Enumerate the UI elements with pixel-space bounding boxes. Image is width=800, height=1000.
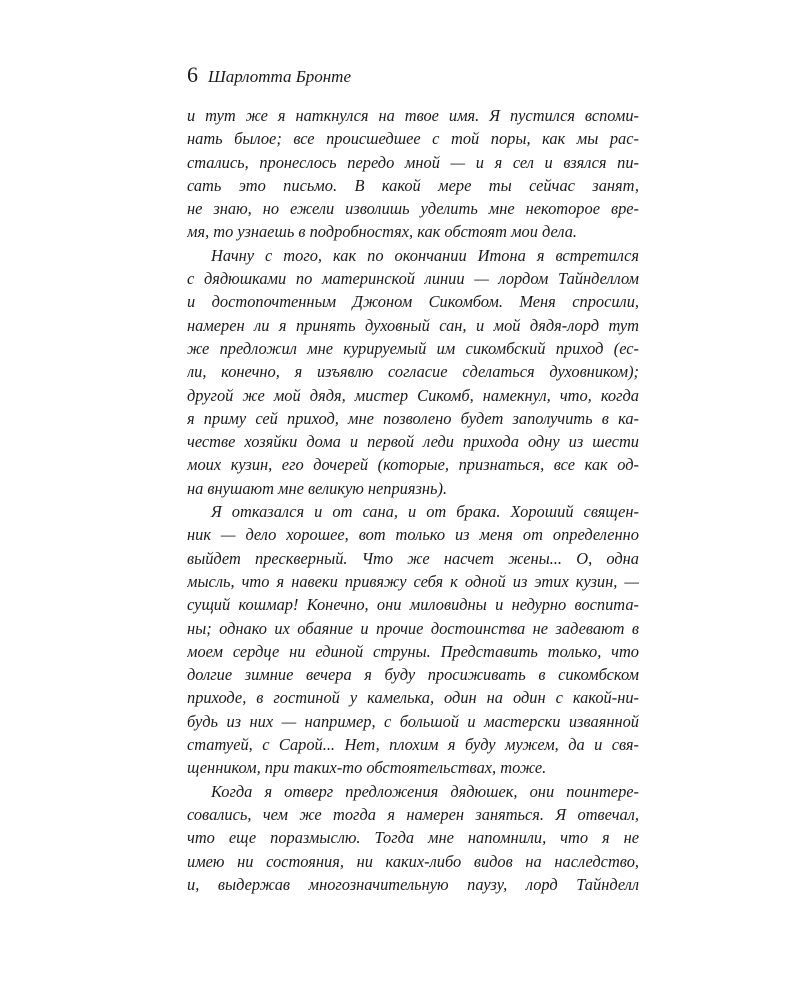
text-line: сать это письмо. В какой мере ты сейчас занят, bbox=[187, 175, 639, 195]
text-line: статуей, с Сарой... Нет, плохим я буду мужем, да и свя- bbox=[187, 735, 639, 755]
text-line: же предложил мне курируемый им сикомбский приход (ес- bbox=[187, 338, 639, 358]
text-line: ник — дело хорошее, вот только из меня от определенно bbox=[187, 525, 639, 545]
text-line: щенником, при таких-то обстоятельствах, тоже. bbox=[187, 758, 547, 778]
text-line: Я отказался и от сана, и от брака. Хороший священ- bbox=[211, 502, 639, 522]
text-line: и, выдержав многозначительную паузу, лорд Тайнделл bbox=[187, 874, 639, 894]
text-line: и достопочтенным Джоном Сикомбом. Меня спросили, bbox=[187, 292, 639, 312]
text-line: выйдет прескверный. Что же насчет жены... О, одна bbox=[187, 548, 639, 568]
text-line: сущий кошмар! Конечно, они миловидны и недурно воспита- bbox=[187, 595, 639, 615]
text-line: не знаю, но ежели изволишь уделить мне некоторое вре- bbox=[187, 199, 639, 219]
text-line: будь из них — например, с большой и мастерски изваянной bbox=[187, 711, 639, 731]
text-line: Когда я отверг предложения дядюшек, они поинтере- bbox=[211, 781, 639, 801]
text-line: на внушают мне великую неприязнь). bbox=[187, 478, 448, 498]
text-line: стались, пронеслось передо мной — и я сел и взялся пи- bbox=[187, 152, 639, 172]
text-line: ны; однако их обаяние и прочие достоинства не задевают в bbox=[187, 618, 639, 638]
text-line: я приму сей приход, мне позволено будет заполучить в ка- bbox=[187, 408, 639, 428]
text-line: с дядюшками по материнской линии — лордом Тайнделлом bbox=[187, 269, 639, 289]
text-line: намерен ли я принять духовный сан, и мой дядя-лорд тут bbox=[187, 315, 639, 335]
text-line: имею ни состояния, ни каких-либо видов на наследство, bbox=[187, 851, 639, 871]
text-line: мысль, что я навеки привяжу себя к одной из этих кузин, — bbox=[187, 571, 639, 591]
page-number: 6 bbox=[187, 62, 198, 87]
text-line: приходе, в гостиной у камелька, один на один с какой-ни- bbox=[187, 688, 639, 708]
text-line: моем сердце ни единой струны. Представить только, что bbox=[187, 641, 639, 661]
text-line: и тут же я наткнулся на твое имя. Я пустился вспоми- bbox=[187, 106, 639, 125]
text-line: ли, конечно, я изъявлю согласие сделаться духовником); bbox=[187, 362, 639, 382]
text-line: совались, чем же тогда я намерен заняться. Я отвечал, bbox=[187, 804, 639, 824]
text-line: мя, то узнаешь в подробностях, как обстоят мои дела. bbox=[187, 222, 578, 242]
text-line: долгие зимние вечера я буду просиживать в сикомбском bbox=[187, 665, 639, 685]
text-line: что еще поразмыслю. Тогда мне напомнили, что я не bbox=[187, 828, 639, 848]
book-page bbox=[187, 62, 639, 896]
body-text bbox=[187, 104, 639, 896]
text-line: моих кузин, его дочерей (которые, признаться, все как од- bbox=[187, 455, 639, 475]
text-line: другой же мой дядя, мистер Сикомб, намекнул, что, когда bbox=[187, 385, 639, 405]
running-head bbox=[187, 62, 639, 90]
running-head-author: Шарлотта Бронте bbox=[208, 67, 351, 86]
text-line: честве хозяйки дома и первой леди прихода одну из шести bbox=[187, 432, 639, 452]
text-line: Начну с того, как по окончании Итона я встретился bbox=[211, 245, 639, 265]
text-line: нать былое; все происшедшее с той поры, как мы рас- bbox=[187, 129, 639, 149]
